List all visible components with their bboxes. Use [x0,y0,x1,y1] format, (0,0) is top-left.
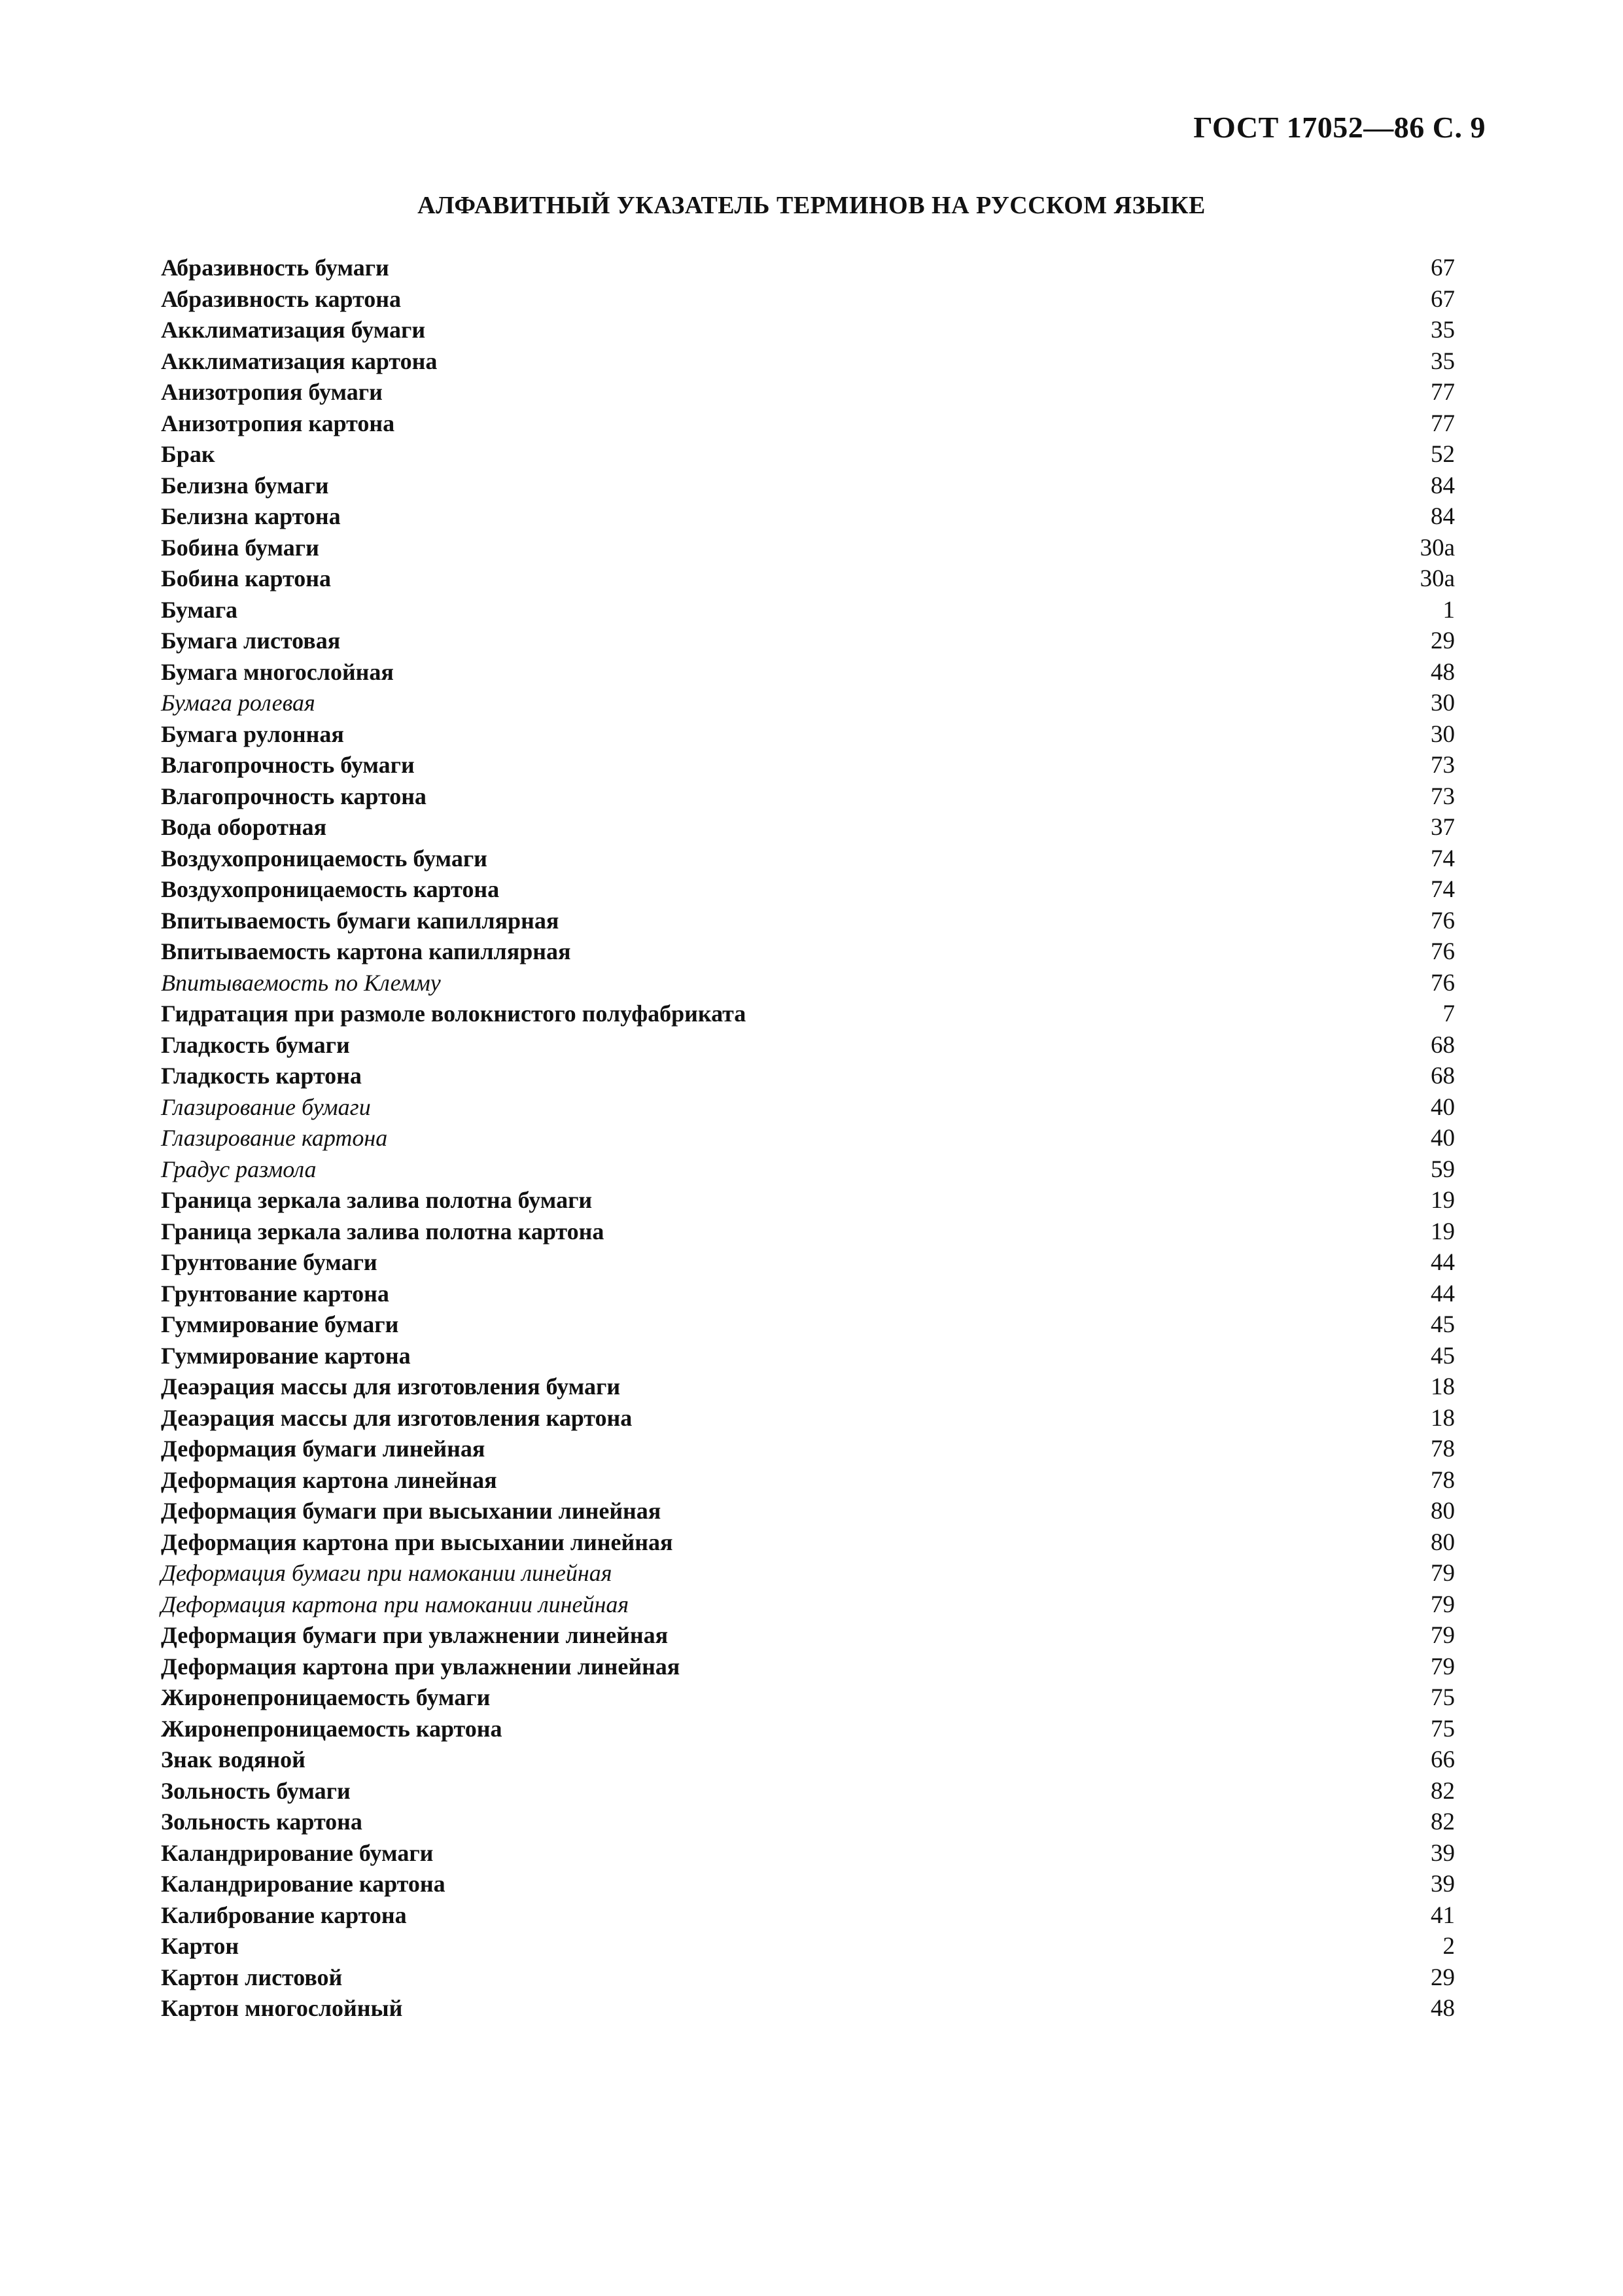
index-term: Граница зеркала залива полотна картона [161,1218,604,1245]
index-entry [161,1900,1455,1932]
index-ref-number: 7 [1442,1000,1455,1027]
index-ref-number: 52 [1431,441,1455,468]
index-term: Картон многослойный [161,1995,403,2021]
index-term: Акклиматизация картона [161,347,438,374]
index-entry [161,1371,1455,1403]
index-ref-number: 78 [1431,1466,1455,1494]
index-ref-number: 68 [1431,1063,1455,1089]
index-term: Деформация бумаги при высыхании линейная [161,1498,661,1524]
index-term: Гуммирование бумаги [161,1311,399,1337]
index-entry [161,998,1455,1030]
index-ref-number: 75 [1431,1715,1455,1742]
index-ref-number: 80 [1431,1528,1455,1556]
index-entry [161,1247,1455,1279]
index-entry [161,657,1455,688]
index-term: Деформация картона линейная [161,1466,497,1493]
index-ref-number: 67 [1431,255,1455,281]
index-term: Деформация бумаги линейная [161,1436,485,1462]
index-entry [161,284,1455,315]
index-ref-number: 29 [1431,627,1455,654]
index-entry [161,1061,1455,1092]
index-ref-number: 19 [1431,1218,1455,1245]
index-term: Гуммирование картона [161,1342,411,1369]
index-term: Брак [161,441,215,467]
index-entry [161,1185,1455,1216]
index-term: Акклиматизация бумаги [161,317,426,343]
index-term: Деаэрация массы для изготовления картона [161,1404,633,1431]
index-entry [161,1030,1455,1061]
index-ref-number: 79 [1431,1653,1455,1680]
index-entry [161,1216,1455,1248]
index-term: Жиронепроницаемость бумаги [161,1684,491,1710]
index-term: Деаэрация массы для изготовления бумаги [161,1373,621,1400]
index-term: Глазирование бумаги [161,1093,371,1120]
index-entry [161,533,1455,564]
index-term: Влагопрочность бумаги [161,752,415,778]
index-term: Деформация картона при намокании линейная [161,1591,629,1617]
index-entry [161,626,1455,657]
index-ref-number: 67 [1431,285,1455,313]
index-entry [161,1931,1455,1962]
index-term: Грунтование бумаги [161,1249,377,1275]
index-ref-number: 75 [1431,1684,1455,1711]
index-term: Градус размола [161,1156,317,1182]
index-ref-number: 68 [1431,1031,1455,1059]
index-term: Деформация бумаги при увлажнении линейная [161,1622,669,1648]
index-ref-number: 30а [1420,534,1455,561]
index-entry [161,1341,1455,1372]
index-term: Бумага рулонная [161,720,344,747]
index-entry [161,470,1455,502]
index-entry [161,843,1455,875]
index-term: Жиронепроницаемость картона [161,1715,502,1742]
index-term: Бумага [161,596,238,623]
index-entry [161,377,1455,408]
index-entry [161,1154,1455,1186]
index-entry [161,1993,1455,2024]
index-term: Белизна картона [161,503,341,529]
index-ref-number: 77 [1431,379,1455,406]
index-ref-number: 73 [1431,783,1455,810]
index-ref-number: 74 [1431,845,1455,872]
index-entry [161,1279,1455,1310]
index-entry [161,253,1455,284]
index-ref-number: 59 [1431,1156,1455,1183]
index-entry [161,719,1455,751]
index-ref-number: 78 [1431,1436,1455,1462]
index-entry [161,346,1455,378]
index-ref-number: 84 [1431,472,1455,499]
page-header: ГОСТ 17052—86 С. 9 [1193,111,1486,144]
index-entry [161,1807,1455,1838]
index-term: Знак водяной [161,1746,305,1773]
index-term: Бобина картона [161,565,331,592]
index-term: Впитываемость картона капиллярная [161,938,571,964]
index-term: Абразивность бумаги [161,255,389,281]
index-ref-number: 35 [1431,347,1455,375]
index-entry [161,812,1455,843]
index-ref-number: 48 [1431,658,1455,686]
index-term: Анизотропия картона [161,410,395,436]
index-term: Абразивность картона [161,285,401,312]
index-term: Деформация картона при высыхании линейная [161,1528,673,1555]
index-term: Белизна бумаги [161,472,329,499]
index-ref-number: 73 [1431,752,1455,779]
index-ref-number: 18 [1431,1404,1455,1432]
index-entry [161,1092,1455,1123]
index-ref-number: 77 [1431,410,1455,437]
index-entry [161,1558,1455,1589]
index-ref-number: 41 [1431,1901,1455,1929]
index-entry [161,781,1455,813]
index-entry [161,1651,1455,1683]
index-entry [161,1403,1455,1434]
index-ref-number: 80 [1431,1498,1455,1525]
index-entry [161,750,1455,781]
index-entry [161,1527,1455,1559]
index-entry [161,439,1455,470]
index-term: Каландрирование бумаги [161,1839,434,1866]
index-ref-number: 39 [1431,1839,1455,1867]
index-term: Впитываемость бумаги капиллярная [161,907,559,934]
index-term: Деформация бумаги при намокании линейная [161,1560,612,1586]
index-entry [161,1776,1455,1807]
index-entry [161,874,1455,906]
index-term: Глазирование картона [161,1125,388,1151]
index-term: Впитываемость по Клемму [161,969,441,996]
index-ref-number: 29 [1431,1964,1455,1991]
index-entry [161,1123,1455,1154]
index-ref-number: 76 [1431,969,1455,997]
index-entry [161,1620,1455,1651]
index-ref-number: 19 [1431,1187,1455,1214]
index-entry [161,1496,1455,1527]
index-entry [161,1309,1455,1341]
index-term: Зольность бумаги [161,1777,351,1804]
index-entry [161,688,1455,719]
index-entry [161,1682,1455,1714]
index-ref-number: 76 [1431,938,1455,965]
index-ref-number: 40 [1431,1093,1455,1121]
index-ref-number: 45 [1431,1342,1455,1369]
index-ref-number: 40 [1431,1125,1455,1152]
index-ref-number: 79 [1431,1622,1455,1649]
index-entry [161,315,1455,346]
index-term: Зольность картона [161,1809,362,1835]
index-ref-number: 1 [1442,596,1455,624]
index-term: Воздухопроницаемость картона [161,876,500,902]
index-term: Граница зеркала залива полотна бумаги [161,1187,593,1213]
index-term: Грунтование картона [161,1280,389,1307]
index-ref-number: 44 [1431,1280,1455,1307]
index-ref-number: 39 [1431,1871,1455,1898]
index-ref-number: 30а [1420,565,1455,592]
index-ref-number: 48 [1431,1995,1455,2022]
index-term: Бобина бумаги [161,534,319,561]
index-entry [161,936,1455,968]
index-ref-number: 45 [1431,1311,1455,1338]
index-term: Калибрование картона [161,1901,407,1928]
index-term: Бумага многослойная [161,658,394,685]
index-entry [161,1465,1455,1496]
index-term: Гладкость картона [161,1063,362,1089]
index-entry [161,1962,1455,1994]
index-ref-number: 79 [1431,1560,1455,1587]
index-entry [161,408,1455,440]
index-entry [161,563,1455,595]
index-ref-number: 82 [1431,1777,1455,1805]
index-term: Гладкость бумаги [161,1031,350,1058]
index-entry [161,968,1455,999]
index-ref-number: 18 [1431,1373,1455,1400]
index-entry [161,501,1455,533]
index-term: Деформация картона при увлажнении линейная [161,1653,680,1680]
index-term: Влагопрочность картона [161,783,427,809]
index-term: Картон [161,1933,239,1959]
index-ref-number: 37 [1431,814,1455,841]
index-ref-number: 84 [1431,503,1455,530]
index-ref-number: 66 [1431,1746,1455,1773]
index-term: Каландрирование картона [161,1871,445,1897]
index-ref-number: 76 [1431,907,1455,934]
index-term: Бумага ролевая [161,690,315,716]
index-entry [161,1838,1455,1869]
index-ref-number: 2 [1442,1933,1455,1960]
index-term: Воздухопроницаемость бумаги [161,845,487,872]
index-entry [161,1744,1455,1776]
index-ref-number: 30 [1431,720,1455,748]
index-ref-number: 82 [1431,1809,1455,1835]
index-entry [161,1714,1455,1745]
index-term: Вода оборотная [161,814,327,840]
term-index [161,253,1455,2024]
index-ref-number: 44 [1431,1249,1455,1276]
index-ref-number: 30 [1431,690,1455,716]
index-ref-number: 74 [1431,876,1455,903]
index-term: Бумага листовая [161,627,341,654]
index-entry [161,595,1455,626]
index-entry [161,906,1455,937]
index-ref-number: 35 [1431,317,1455,344]
index-ref-number: 79 [1431,1591,1455,1618]
index-term: Гидратация при размоле волокнистого полуфабриката [161,1000,746,1027]
index-entry [161,1434,1455,1465]
page-title: АЛФАВИТНЫЙ УКАЗАТЕЛЬ ТЕРМИНОВ НА РУССКОМ ЯЗЫКЕ [417,192,1206,219]
index-term: Анизотропия бумаги [161,379,383,405]
index-entry [161,1869,1455,1900]
index-term: Картон листовой [161,1964,343,1990]
index-entry [161,1589,1455,1621]
